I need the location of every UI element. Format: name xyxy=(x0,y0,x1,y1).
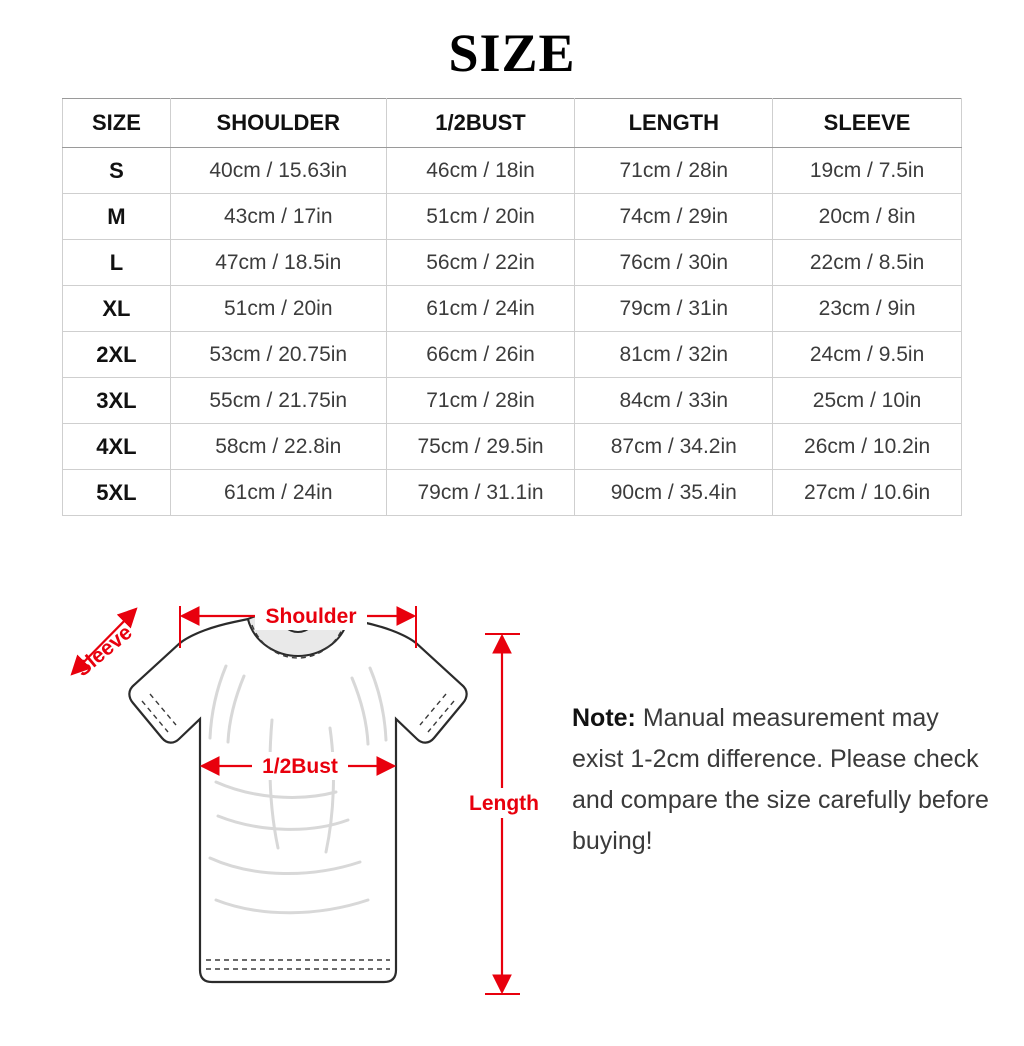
half-bust-label: 1/2Bust xyxy=(262,755,338,778)
cell-sleeve: 27cm / 10.6in xyxy=(773,470,962,516)
cell-length: 87cm / 34.2in xyxy=(575,424,773,470)
length-measure xyxy=(468,634,540,994)
size-table xyxy=(62,98,962,516)
cell-shoulder: 40cm / 15.63in xyxy=(170,148,386,194)
table-row xyxy=(63,194,962,240)
cell-size: M xyxy=(63,194,171,240)
table-row xyxy=(63,286,962,332)
cell-size: 5XL xyxy=(63,470,171,516)
column-header-shoulder: SHOULDER xyxy=(170,99,386,148)
cell-length: 71cm / 28in xyxy=(575,148,773,194)
cell-sleeve: 25cm / 10in xyxy=(773,378,962,424)
cell-shoulder: 53cm / 20.75in xyxy=(170,332,386,378)
cell-half-bust: 61cm / 24in xyxy=(386,286,575,332)
table-row xyxy=(63,378,962,424)
sleeve-label: Sleeve xyxy=(70,620,137,682)
tshirt-illustration xyxy=(129,612,466,982)
column-header-size: SIZE xyxy=(63,99,171,148)
cell-sleeve: 26cm / 10.2in xyxy=(773,424,962,470)
table-row xyxy=(63,240,962,286)
cell-size: 3XL xyxy=(63,378,171,424)
table-row xyxy=(63,424,962,470)
cell-half-bust: 56cm / 22in xyxy=(386,240,575,286)
column-header-sleeve: SLEEVE xyxy=(773,99,962,148)
cell-shoulder: 58cm / 22.8in xyxy=(170,424,386,470)
note-block xyxy=(572,698,992,862)
page-title: SIZE xyxy=(448,23,576,83)
cell-length: 74cm / 29in xyxy=(575,194,773,240)
cell-size: L xyxy=(63,240,171,286)
cell-length: 84cm / 33in xyxy=(575,378,773,424)
cell-shoulder: 51cm / 20in xyxy=(170,286,386,332)
cell-sleeve: 19cm / 7.5in xyxy=(773,148,962,194)
table-row xyxy=(63,332,962,378)
size-table-container xyxy=(62,98,962,516)
cell-sleeve: 22cm / 8.5in xyxy=(773,240,962,286)
length-label: Length xyxy=(469,792,539,815)
cell-sleeve: 23cm / 9in xyxy=(773,286,962,332)
column-header-half-bust: 1/2BUST xyxy=(386,99,575,148)
cell-half-bust: 75cm / 29.5in xyxy=(386,424,575,470)
cell-size: S xyxy=(63,148,171,194)
cell-half-bust: 71cm / 28in xyxy=(386,378,575,424)
cell-half-bust: 79cm / 31.1in xyxy=(386,470,575,516)
cell-size: 4XL xyxy=(63,424,171,470)
table-row xyxy=(63,470,962,516)
cell-sleeve: 24cm / 9.5in xyxy=(773,332,962,378)
tshirt-diagram-svg xyxy=(30,570,550,1040)
cell-half-bust: 46cm / 18in xyxy=(386,148,575,194)
table-header-row xyxy=(63,99,962,148)
table-row xyxy=(63,148,962,194)
note-text: Manual measurement may exist 1-2cm difference. Please check and compare the size carefully before buying! xyxy=(572,704,989,855)
cell-size: XL xyxy=(63,286,171,332)
sleeve-measure xyxy=(71,609,137,681)
note-label: Note: xyxy=(572,704,636,732)
cell-sleeve: 20cm / 8in xyxy=(773,194,962,240)
cell-shoulder: 47cm / 18.5in xyxy=(170,240,386,286)
cell-shoulder: 43cm / 17in xyxy=(170,194,386,240)
cell-length: 79cm / 31in xyxy=(575,286,773,332)
column-header-length: LENGTH xyxy=(575,99,773,148)
shoulder-label: Shoulder xyxy=(265,605,357,628)
cell-half-bust: 66cm / 26in xyxy=(386,332,575,378)
cell-size: 2XL xyxy=(63,332,171,378)
cell-length: 76cm / 30in xyxy=(575,240,773,286)
tshirt-diagram xyxy=(30,570,550,1040)
measurement-diagram-section xyxy=(0,570,1024,1046)
cell-length: 81cm / 32in xyxy=(575,332,773,378)
cell-shoulder: 55cm / 21.75in xyxy=(170,378,386,424)
cell-length: 90cm / 35.4in xyxy=(575,470,773,516)
cell-shoulder: 61cm / 24in xyxy=(170,470,386,516)
cell-half-bust: 51cm / 20in xyxy=(386,194,575,240)
